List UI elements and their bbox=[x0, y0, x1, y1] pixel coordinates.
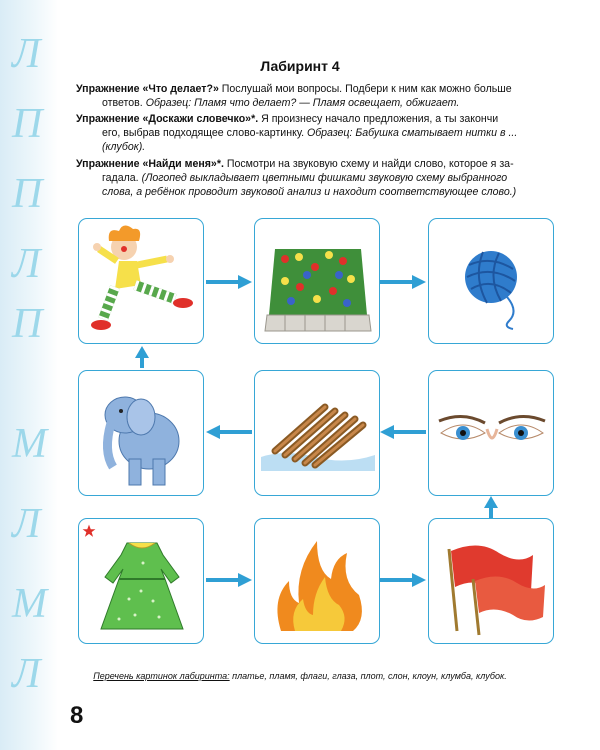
flags-icon bbox=[429, 519, 554, 644]
exercise-3-note-cont: слова, а ребёнок проводит звуковой анализ и находит соответствующее слово.) bbox=[102, 186, 517, 198]
flame-icon bbox=[255, 519, 380, 644]
arrow-left-icon bbox=[380, 424, 426, 440]
arrow-right-icon bbox=[380, 572, 426, 588]
yarn-ball-icon bbox=[429, 219, 554, 344]
picture-card-raft[interactable] bbox=[254, 370, 380, 496]
side-letter: Л bbox=[12, 651, 41, 697]
side-letter: М bbox=[12, 421, 47, 467]
picture-card-elephant[interactable] bbox=[78, 370, 204, 496]
exercise-3-note: (Логопед выкладывает цветными фишками звуковую схему выбранного bbox=[138, 172, 508, 184]
side-letter: Л bbox=[12, 241, 41, 287]
exercise-3 bbox=[76, 157, 576, 199]
exercise-1-example: Образец: Пламя что делает? — Пламя освещает, обжигает. bbox=[142, 97, 460, 109]
exercise-3-text: Посмотри на звуковую схему и найди слово, которое я за- bbox=[223, 158, 514, 170]
eyes-icon bbox=[429, 371, 554, 496]
exercise-2-example-cont: (клубок). bbox=[102, 141, 146, 153]
exercise-1 bbox=[76, 82, 576, 110]
raft-icon bbox=[255, 371, 380, 496]
exercise-1-heading: Упражнение «Что делает?» bbox=[76, 83, 219, 95]
picture-card-flags[interactable] bbox=[428, 518, 554, 644]
exercise-3-text-cont: гадала. bbox=[102, 172, 139, 184]
picture-list-label: Перечень картинок лабиринта: bbox=[93, 671, 230, 681]
page-title: Лабиринт 4 bbox=[260, 58, 340, 74]
exercise-2-heading: Упражнение «Доскажи словечко»*. bbox=[76, 113, 259, 125]
exercise-1-text: Послушай мои вопросы. Подбери к ним как можно больше bbox=[218, 83, 512, 95]
side-letter: П bbox=[12, 301, 43, 347]
picture-list bbox=[0, 671, 600, 681]
decorative-side-strip bbox=[0, 0, 58, 750]
start-star-icon bbox=[82, 524, 96, 538]
arrow-right-icon bbox=[206, 274, 252, 290]
side-letter: П bbox=[12, 171, 43, 217]
arrow-left-icon bbox=[206, 424, 252, 440]
picture-card-dress[interactable] bbox=[78, 518, 204, 644]
side-letter: Л bbox=[12, 501, 41, 547]
exercise-2 bbox=[76, 112, 576, 154]
elephant-icon bbox=[79, 371, 204, 496]
arrow-up-icon bbox=[483, 496, 499, 518]
arrow-right-icon bbox=[206, 572, 252, 588]
dress-icon bbox=[79, 519, 204, 644]
exercise-1-text-cont: ответов. bbox=[102, 97, 143, 109]
clown-icon bbox=[79, 219, 204, 344]
exercise-2-text-cont: его, выбрав подходящее слово-картинку. bbox=[102, 127, 305, 139]
exercise-2-example: Образец: Бабушка сматывает нитки в ... bbox=[304, 127, 518, 139]
flowerbed-icon bbox=[255, 219, 380, 344]
exercise-3-heading: Упражнение «Найди меня»*. bbox=[76, 158, 224, 170]
picture-card-eyes[interactable] bbox=[428, 370, 554, 496]
picture-list-items: платье, пламя, флаги, глаза, плот, слон, клоун, клумба, клубок. bbox=[229, 671, 507, 681]
page-number: 8 bbox=[70, 702, 84, 729]
side-letter: М bbox=[12, 581, 47, 627]
picture-card-flame[interactable] bbox=[254, 518, 380, 644]
picture-card-clown[interactable] bbox=[78, 218, 204, 344]
arrow-up-icon bbox=[134, 346, 150, 368]
picture-card-yarn-ball[interactable] bbox=[428, 218, 554, 344]
picture-card-flowerbed[interactable] bbox=[254, 218, 380, 344]
side-letter: Л bbox=[12, 31, 41, 77]
arrow-right-icon bbox=[380, 274, 426, 290]
exercise-2-text: Я произнесу начало предложения, а ты закончи bbox=[258, 113, 499, 125]
side-letter: П bbox=[12, 101, 43, 147]
